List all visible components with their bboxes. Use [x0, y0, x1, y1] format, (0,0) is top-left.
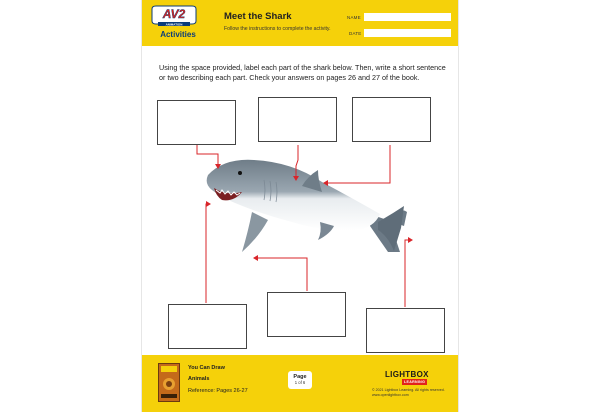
date-label: DATE — [349, 31, 362, 36]
arrow-gills — [293, 176, 299, 181]
name-label: NAME — [347, 15, 361, 20]
arrow-mouth — [215, 164, 221, 169]
connector-mouth — [197, 145, 218, 166]
label-box-6[interactable] — [366, 308, 445, 353]
worksheet-page — [142, 0, 458, 412]
label-box-2[interactable] — [258, 97, 337, 142]
page-indicator — [288, 371, 312, 389]
website-link[interactable]: www.openlightbox.com — [372, 393, 409, 397]
page-number: 1 of 6 — [294, 380, 306, 385]
arrow-pectoral — [206, 201, 211, 207]
label-box-5[interactable] — [267, 292, 346, 337]
label-box-1[interactable] — [157, 100, 236, 145]
logo-subtext: ANIMATION — [165, 22, 183, 27]
copyright-text: © 2021 Lightbox Learning. All rights reserved. — [372, 388, 445, 392]
logo-text: AV2 — [162, 7, 186, 21]
book-title: You Can Draw — [188, 365, 225, 371]
book-cover-thumbnail — [158, 363, 180, 402]
connector-pectoral — [206, 204, 208, 303]
activities-label: Activities — [160, 30, 196, 39]
instructions-text: Using the space provided, label each part of the shark below. Then, write a short sentence or two describing each part. Check your answers on pages 26 and 27 of the book. — [159, 63, 446, 82]
label-box-4[interactable] — [168, 304, 247, 349]
page-reference: Reference: Pages 26-27 — [188, 388, 248, 394]
page-subtitle: Follow the instructions to complete the activity. — [224, 26, 331, 32]
connector-tail — [405, 240, 410, 307]
arrow-dorsal — [323, 180, 328, 186]
connector-pelvic — [256, 258, 307, 291]
label-box-3[interactable] — [352, 97, 431, 142]
connector-gills — [296, 145, 298, 178]
page-label: Page — [293, 374, 307, 380]
book-subtitle: Animals — [188, 376, 210, 382]
arrow-pelvic — [253, 255, 258, 261]
footer-bar — [142, 355, 458, 412]
publisher-badge: LEARNING — [404, 380, 426, 384]
arrow-tail — [408, 237, 413, 243]
connector-dorsal — [326, 145, 390, 183]
publisher-logo: LIGHTBOX — [385, 370, 429, 379]
page-title: Meet the Shark — [224, 11, 292, 22]
